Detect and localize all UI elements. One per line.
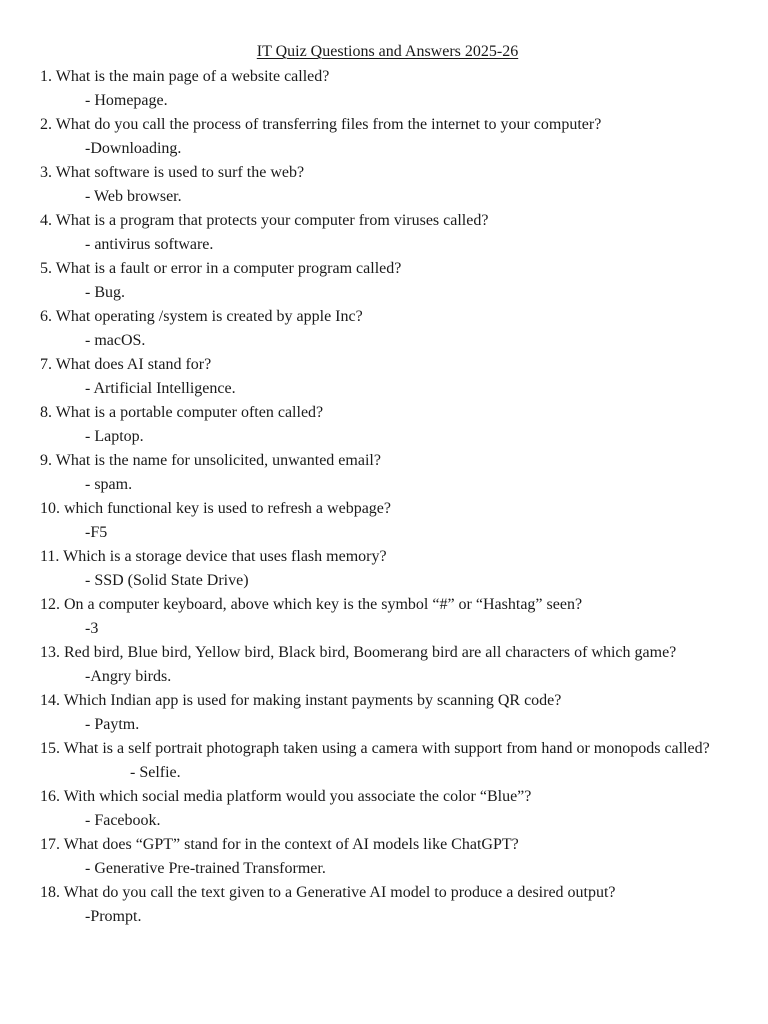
answer-2: -Downloading. <box>85 140 182 157</box>
question-3: 3. What software is used to surf the web? <box>40 164 305 181</box>
answer-6: - macOS. <box>85 332 146 349</box>
answer-3: - Web browser. <box>85 188 182 205</box>
answer-1: - Homepage. <box>85 92 168 109</box>
answer-11: - SSD (Solid State Drive) <box>85 572 249 589</box>
answer-16: - Facebook. <box>85 812 161 829</box>
answer-12: -3 <box>85 620 99 637</box>
question-12: 12. On a computer keyboard, above which key is the symbol “#” or “Hashtag” seen? <box>40 596 583 613</box>
question-1: 1. What is the main page of a website called? <box>40 68 330 85</box>
question-13: 13. Red bird, Blue bird, Yellow bird, Black bird, Boomerang bird are all characters of which game? <box>40 644 677 661</box>
qa-list <box>40 65 740 929</box>
question-5: 5. What is a fault or error in a computer program called? <box>40 260 402 277</box>
answer-14: - Paytm. <box>85 716 140 733</box>
answer-8: - Laptop. <box>85 428 144 445</box>
answer-9: - spam. <box>85 476 133 493</box>
question-2: 2. What do you call the process of transferring files from the internet to your computer? <box>40 116 602 133</box>
answer-4: - antivirus software. <box>85 236 214 253</box>
answer-10: -F5 <box>85 524 108 541</box>
question-6: 6. What operating /system is created by apple Inc? <box>40 308 363 325</box>
question-4: 4. What is a program that protects your computer from viruses called? <box>40 212 489 229</box>
answer-7: - Artificial Intelligence. <box>85 380 236 397</box>
document-title: IT Quiz Questions and Answers 2025-26 <box>256 43 519 60</box>
question-16: 16. With which social media platform would you associate the color “Blue”? <box>40 788 532 805</box>
question-14: 14. Which Indian app is used for making instant payments by scanning QR code? <box>40 692 562 709</box>
answer-18: -Prompt. <box>85 908 142 925</box>
question-9: 9. What is the name for unsolicited, unwanted email? <box>40 452 381 469</box>
question-8: 8. What is a portable computer often called? <box>40 404 324 421</box>
question-10: 10. which functional key is used to refresh a webpage? <box>40 500 391 517</box>
answer-13: -Angry birds. <box>85 668 172 685</box>
question-7: 7. What does AI stand for? <box>40 356 212 373</box>
answer-5: - Bug. <box>85 284 125 301</box>
question-15: 15. What is a self portrait photograph taken using a camera with support from hand or monopods called? <box>40 740 710 757</box>
question-11: 11. Which is a storage device that uses flash memory? <box>40 548 387 565</box>
answer-15: - Selfie. <box>130 764 181 781</box>
answer-17: - Generative Pre-trained Transformer. <box>85 860 326 877</box>
question-17: 17. What does “GPT” stand for in the context of AI models like ChatGPT? <box>40 836 519 853</box>
question-18: 18. What do you call the text given to a Generative AI model to produce a desired output? <box>40 884 616 901</box>
